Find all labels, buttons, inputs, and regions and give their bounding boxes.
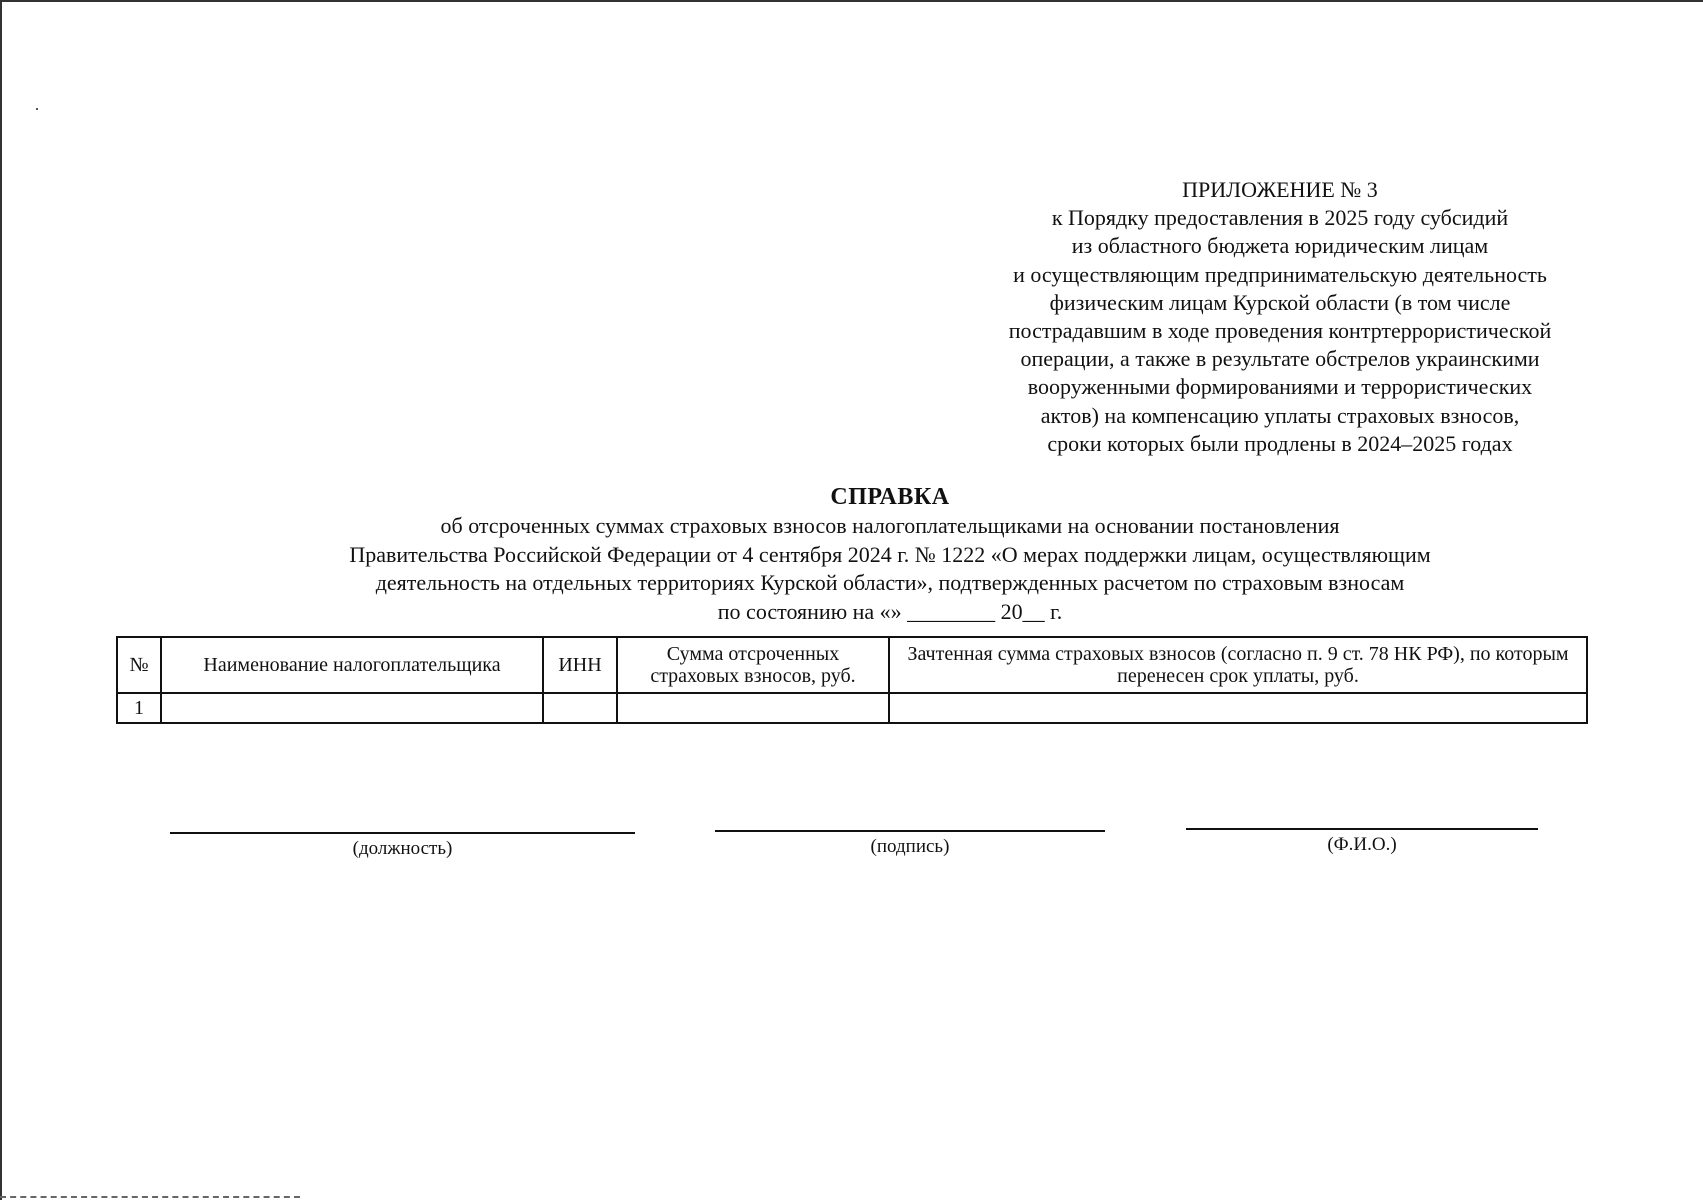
appendix-line: к Порядку предоставления в 2025 году субсидий <box>1051 205 1509 231</box>
appendix-line: актов) на компенсацию уплаты страховых взносов, <box>1040 402 1520 428</box>
subtitle-line: Правительства Российской Федерации от 4 сентября 2024 г. № 1222 «О мерах поддержки лицам, осуществляющим <box>349 541 1431 567</box>
appendix-title: ПРИЛОЖЕНИЕ № 3 <box>1182 177 1378 202</box>
position-line <box>170 832 635 834</box>
cell-offset-sum <box>889 693 1587 723</box>
signature-fio-block <box>1186 828 1538 856</box>
appendix-header <box>960 176 1600 458</box>
report-table-wrapper <box>116 636 1588 724</box>
cell-deferred-sum <box>617 693 889 723</box>
appendix-line: и осуществляющим предпринимательскую деятельность <box>1013 261 1547 287</box>
header-offset-sum: Зачтенная сумма страховых взносов (согласно п. 9 ст. 78 НК РФ), по которым перенесен срок уплаты, руб. <box>889 637 1587 693</box>
cell-num: 1 <box>117 693 161 723</box>
header-taxpayer-name: Наименование налогоплательщика <box>161 637 543 693</box>
appendix-line: физическим лицам Курской области (в том числе <box>1049 289 1511 315</box>
document-title: СПРАВКА <box>830 484 950 510</box>
subtitle-line: об отсроченных суммах страховых взносов налогоплательщиками на основании постановления <box>440 513 1340 538</box>
position-label: (должность) <box>352 838 453 859</box>
appendix-line: вооруженными формированиями и террористических <box>1027 374 1533 400</box>
signature-position-block <box>170 832 635 860</box>
document-subtitle <box>0 512 1703 626</box>
signature-line <box>715 830 1105 832</box>
fio-label: (Ф.И.О.) <box>1327 834 1397 855</box>
appendix-line: из областного бюджета юридическим лицам <box>1071 233 1489 259</box>
table-row <box>117 693 1587 723</box>
cell-inn <box>543 693 617 723</box>
subtitle-date-line: по состоянию на «» ________ 20__ г. <box>717 598 1063 624</box>
report-table <box>116 636 1588 724</box>
fio-line <box>1186 828 1538 830</box>
appendix-line: пострадавшим в ходе проведения контртеррористической <box>1008 318 1552 344</box>
appendix-line: сроки которых были продлены в 2024–2025 годах <box>1047 430 1513 456</box>
signature-block <box>715 830 1105 858</box>
scan-edge-mark <box>0 1196 300 1198</box>
signature-label: (подпись) <box>870 836 950 857</box>
scan-speck <box>36 108 38 110</box>
subtitle-line: деятельность на отдельных территориях Курской области», подтвержденных расчетом по страховым взносам <box>375 570 1405 595</box>
cell-taxpayer-name <box>161 693 543 723</box>
header-deferred-sum: Сумма отсроченных страховых взносов, руб. <box>617 637 889 693</box>
header-num: № <box>117 637 161 693</box>
appendix-line: операции, а также в результате обстрелов украинскими <box>1020 346 1540 372</box>
table-header-row <box>117 637 1587 693</box>
header-inn: ИНН <box>543 637 617 693</box>
